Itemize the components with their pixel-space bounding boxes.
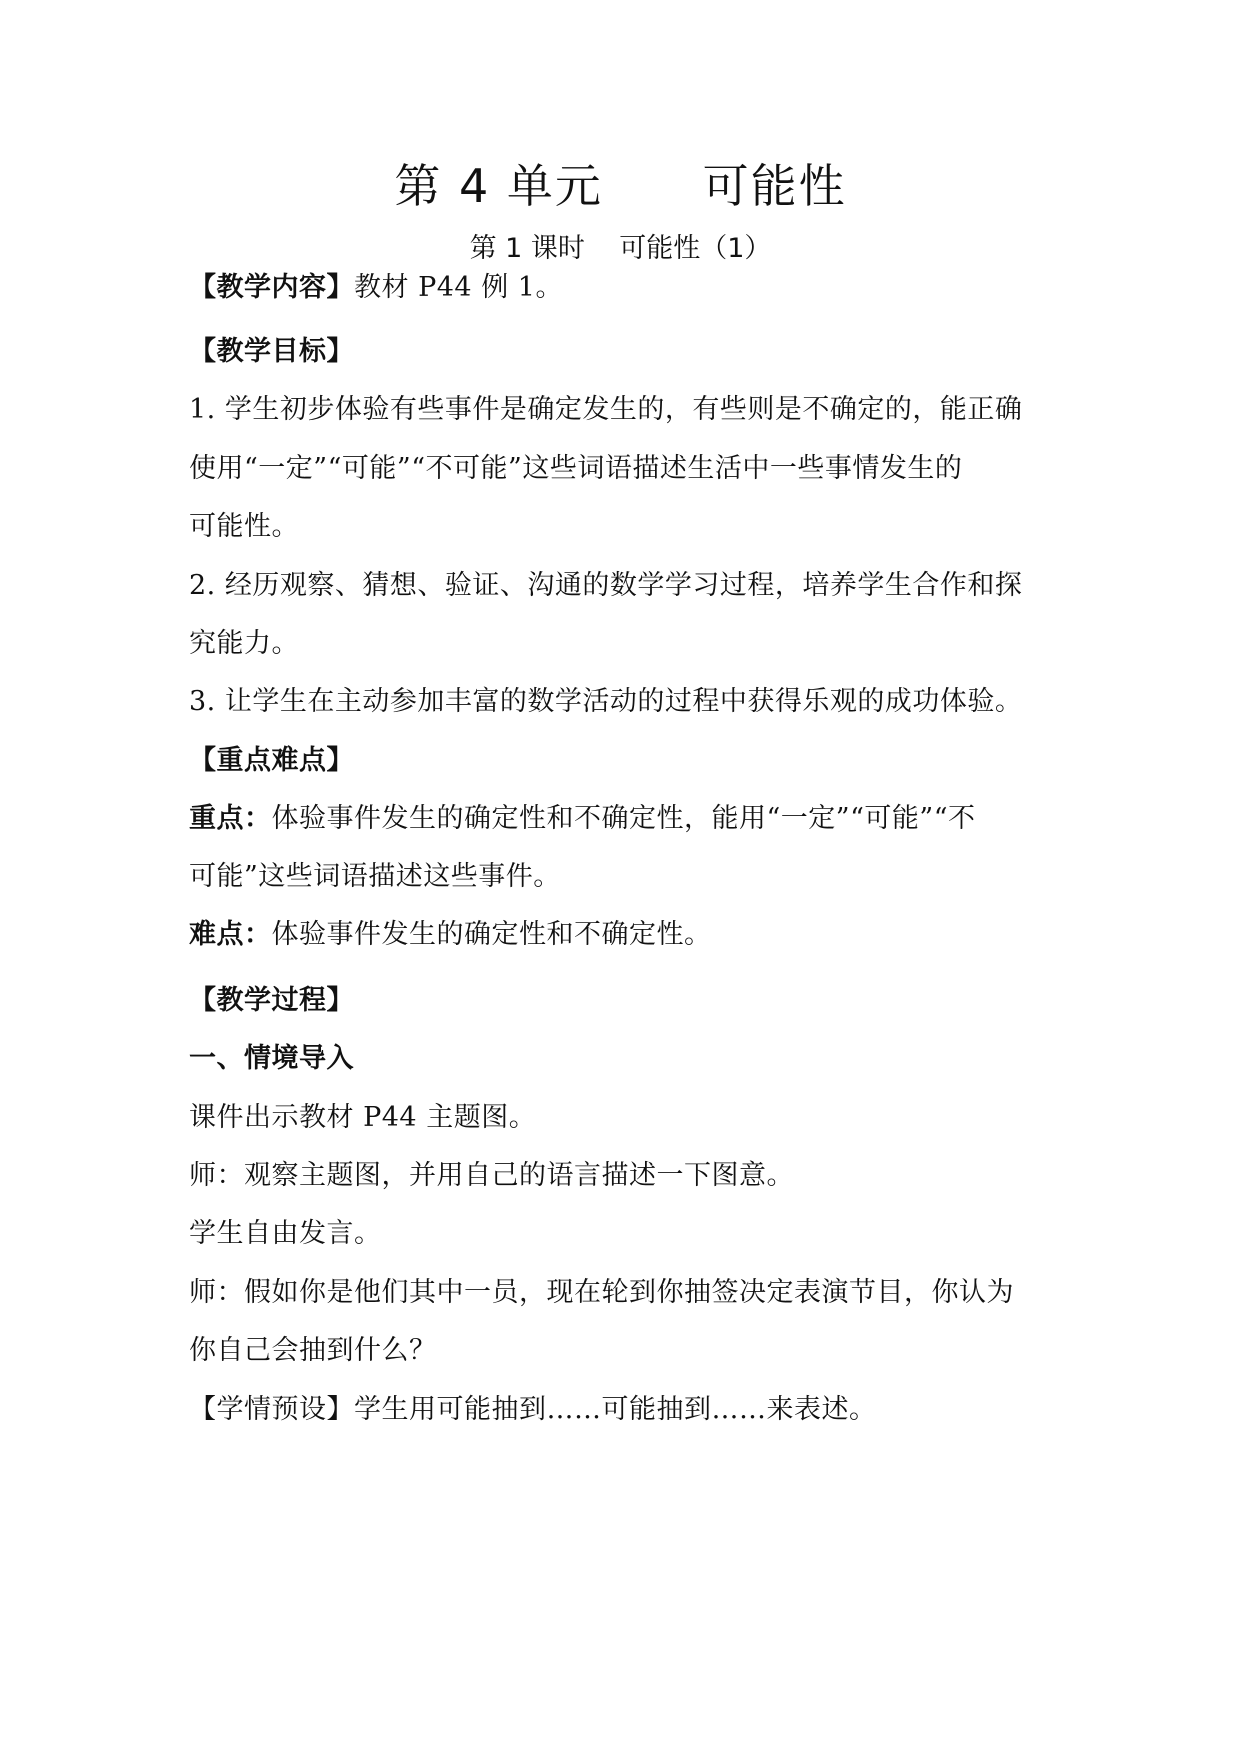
keypoint-line xyxy=(189,799,1069,839)
process-line: 学生自由发言。 xyxy=(189,1218,382,1249)
keypoint-text: 体验事件发生的确定性和不确定性，能用“一定”“可能”“不 xyxy=(271,803,976,834)
keypoint-label: 重点： xyxy=(189,803,272,834)
lesson-subtitle: 第 1 课时 可能性（1） xyxy=(469,233,772,264)
section-one-heading: 一、情境导入 xyxy=(189,1043,354,1074)
objectives-heading: 【教学目标】 xyxy=(189,336,354,367)
objective-line: 2. 经历观察、猜想、验证、沟通的数学学习过程，培养学生合作和探 xyxy=(189,570,1023,601)
process-line: 师：观察主题图，并用自己的语言描述一下图意。 xyxy=(189,1160,794,1191)
keypoint-continuation: 可能”这些词语描述这些事件。 xyxy=(189,861,561,892)
teaching-content-text: 教材 P44 例 1。 xyxy=(354,272,563,303)
process-line: 你自己会抽到什么？ xyxy=(189,1335,437,1366)
objective-line: 可能性。 xyxy=(189,511,299,542)
process-line: 【学情预设】学生用可能抽到……可能抽到……来表述。 xyxy=(189,1394,877,1425)
objective-line: 究能力。 xyxy=(189,628,299,659)
difficulty-text: 体验事件发生的确定性和不确定性。 xyxy=(271,919,712,950)
process-line: 师：假如你是他们其中一员，现在轮到你抽签决定表演节目，你认为 xyxy=(189,1277,1014,1308)
keypoints-heading: 【重点难点】 xyxy=(189,745,354,776)
teaching-content-heading: 【教学内容】 xyxy=(189,272,354,303)
teaching-content-line xyxy=(189,268,1069,308)
objective-line: 3. 让学生在主动参加丰富的数学活动的过程中获得乐观的成功体验。 xyxy=(189,686,1023,717)
objective-line: 使用“一定”“可能”“不可能”这些词语描述生活中一些事情发生的 xyxy=(189,453,963,484)
difficulty-line xyxy=(189,915,1069,955)
unit-title: 第 4 单元 可能性 xyxy=(394,159,847,213)
difficulty-label: 难点： xyxy=(189,919,272,950)
process-heading: 【教学过程】 xyxy=(189,985,354,1016)
process-line: 课件出示教材 P44 主题图。 xyxy=(189,1102,537,1133)
objective-line: 1. 学生初步体验有些事件是确定发生的，有些则是不确定的，能正确 xyxy=(189,394,1023,425)
